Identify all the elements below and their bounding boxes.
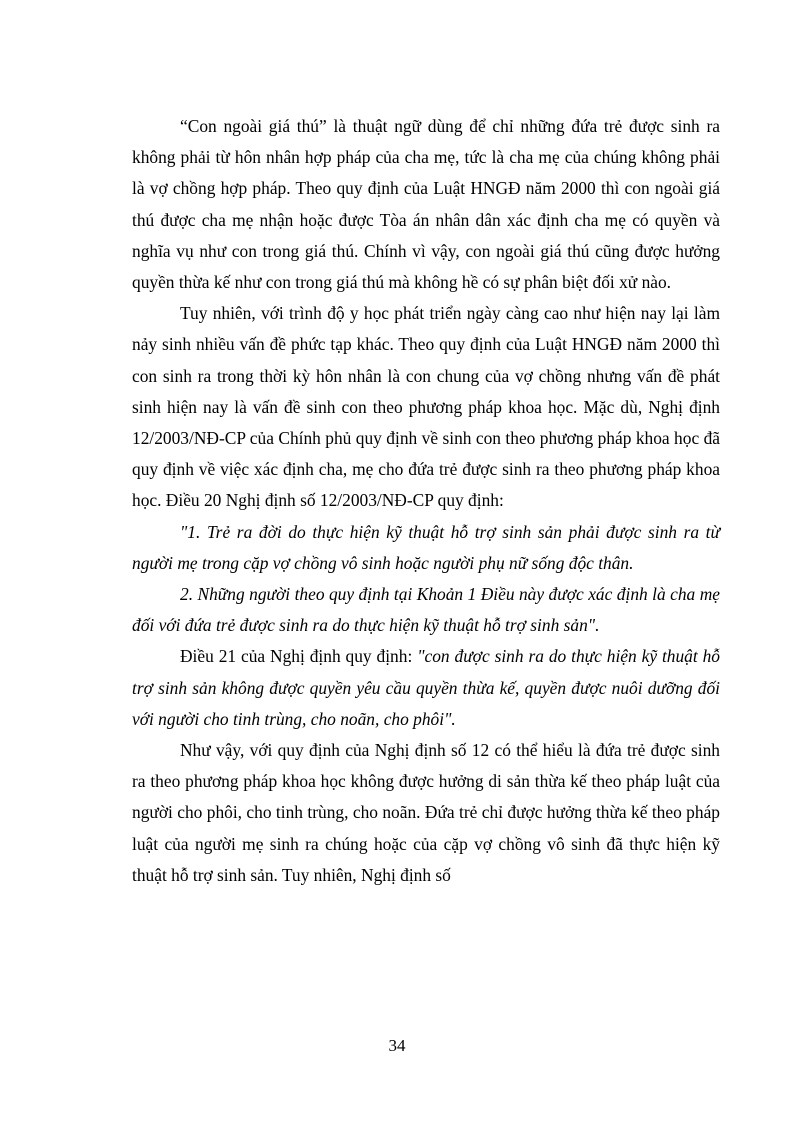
paragraph-article-21 (132, 641, 720, 735)
paragraph-scientific-reproduction: Tuy nhiên, với trình độ y học phát triển ngày càng cao như hiện nay lại làm nảy sinh nhiều vấn đề phức tạp khác. Theo quy định của Luật HNGĐ năm 2000 thì con sinh ra trong thời kỳ hôn nhân là con chung của vợ chồng nhưng vấn đề phát sinh hiện nay là vấn đề sinh con theo phương pháp khoa học. Mặc dù, Nghị định 12/2003/NĐ-CP của Chính phủ quy định về sinh con theo phương pháp khoa học đã quy định về việc xác định cha, mẹ cho đứa trẻ được sinh ra theo phương pháp khoa học. Điều 20 Nghị định số 12/2003/NĐ-CP quy định: (132, 303, 720, 511)
page-body (132, 111, 720, 891)
paragraph-children-out-of-wedlock: “Con ngoài giá thú” là thuật ngữ dùng để chỉ những đứa trẻ được sinh ra không phải từ hôn nhân hợp pháp của cha mẹ, tức là cha mẹ của chúng không phải là vợ chồng hợp pháp. Theo quy định của Luật HNGĐ năm 2000 thì con ngoài giá thú được cha mẹ nhận hoặc được Tòa án nhân dân xác định cha mẹ có quyền và nghĩa vụ như con trong giá thú. Chính vì vậy, con ngoài giá thú cũng được hưởng quyền thừa kế như con trong giá thú mà không hề có sự phân biệt đối xử nào. (132, 116, 720, 293)
page-number: 34 (388, 1036, 406, 1055)
article-21-lead: Điều 21 của Nghị định quy định: (180, 646, 418, 667)
article-21-quote: "con được sinh ra do thực hiện kỹ thuật hỗ trợ sinh sản không được quyền yêu cầu quyền thừa kế, quyền được nuôi dưỡng đối với người cho tinh trùng, cho noãn, cho phôi". (132, 646, 720, 729)
paragraph-conclusion: Như vậy, với quy định của Nghị định số 12 có thể hiểu là đứa trẻ được sinh ra theo phương pháp khoa học không được hưởng di sản thừa kế theo pháp luật của người cho phôi, cho tinh trùng, cho noãn. Đứa trẻ chỉ được hưởng thừa kế theo pháp luật của người mẹ sinh ra chúng hoặc của cặp vợ chồng vô sinh đã thực hiện kỹ thuật hỗ trợ sinh sản. Tuy nhiên, Nghị định số (132, 740, 720, 885)
quote-article-20-clause-2: 2. Những người theo quy định tại Khoản 1 Điều này được xác định là cha mẹ đối với đứa trẻ được sinh ra do thực hiện kỹ thuật hỗ trợ sinh sản". (132, 584, 720, 636)
quote-article-20-clause-1: "1. Trẻ ra đời do thực hiện kỹ thuật hỗ trợ sinh sản phải được sinh ra từ người mẹ trong cặp vợ chồng vô sinh hoặc người phụ nữ sống độc thân. (132, 521, 720, 573)
